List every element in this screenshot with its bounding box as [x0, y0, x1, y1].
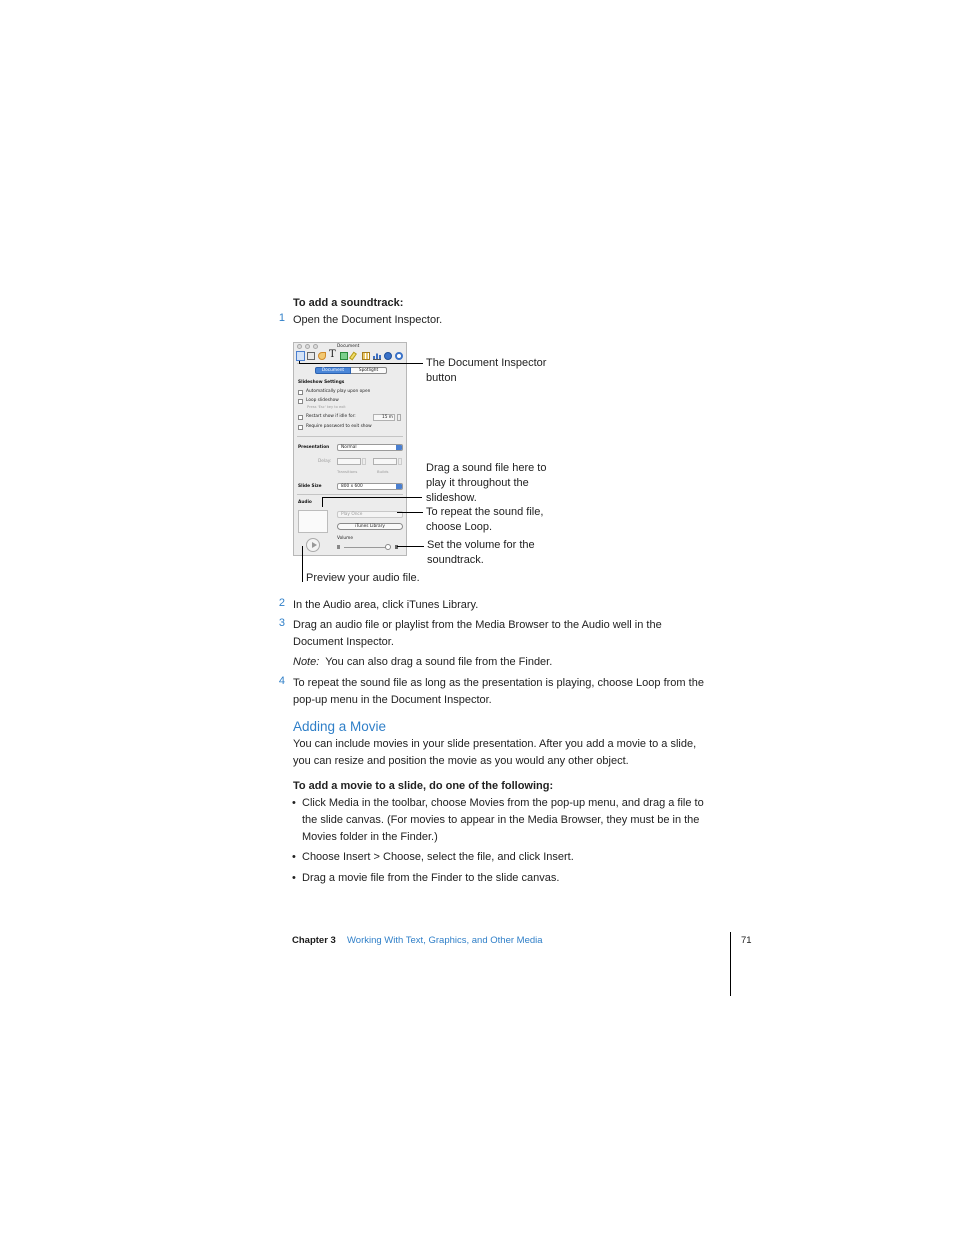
section-heading: Adding a Movie	[293, 719, 387, 734]
bullet-3-text: Drag a movie file from the Finder to the slide canvas.	[302, 872, 560, 884]
volume-low-icon	[337, 545, 340, 549]
callout-line: The Document Inspector	[426, 357, 547, 369]
audio-label: Audio	[298, 500, 312, 505]
procedure-title-soundtrack: To add a soundtrack:	[293, 297, 404, 309]
loop-slideshow-checkbox[interactable]	[298, 399, 303, 404]
text-line: pop-up menu in the Document Inspector.	[293, 694, 492, 706]
presentation-popup[interactable]	[337, 444, 403, 451]
step-4-text	[293, 675, 704, 709]
restart-idle-checkbox[interactable]	[298, 415, 303, 420]
quicktime-inspector-icon[interactable]	[395, 352, 403, 360]
callout-inspector-button	[426, 356, 546, 386]
callout-line: Drag a sound file here to	[426, 462, 547, 474]
bullet-marker: •	[292, 851, 296, 863]
text-line: the slide canvas. (For movies to appear in the Media Browser, they must be in the	[302, 814, 700, 826]
callout-drag-sound	[426, 461, 546, 506]
text-line: Movies folder in the Finder.)	[302, 831, 438, 843]
step-number-3: 3	[278, 617, 285, 629]
loop-slideshow-label: Loop slideshow	[306, 398, 339, 403]
presentation-value: Normal	[341, 445, 357, 450]
delay-label: Delay:	[318, 459, 332, 464]
restart-idle-label: Restart show if idle for:	[306, 414, 356, 419]
bullet-marker: •	[292, 797, 296, 809]
volume-slider[interactable]	[344, 547, 388, 548]
slide-inspector-icon[interactable]	[307, 352, 315, 360]
chart-inspector-icon[interactable]	[373, 352, 381, 360]
inspector-window-title: Document	[337, 344, 360, 349]
step-number-2: 2	[278, 597, 285, 609]
section-intro	[293, 736, 696, 770]
footer-chapter: Chapter 3	[292, 935, 336, 946]
callout-line: slideshow.	[426, 492, 477, 504]
play-icon	[312, 542, 317, 548]
step-3-text	[293, 617, 662, 651]
close-window-icon[interactable]	[297, 344, 302, 349]
auto-play-label: Automatically play upon open	[306, 389, 371, 394]
builds-caption: Builds	[377, 469, 389, 474]
callout-line: button	[426, 372, 457, 384]
require-password-label: Require password to exit show	[306, 424, 372, 429]
text-line: Click Media in the toolbar, choose Movies from the pop-up menu, and drag a file to	[302, 797, 704, 809]
builds-delay-field[interactable]	[373, 458, 397, 465]
play-once-popup[interactable]	[337, 511, 403, 518]
slideshow-settings-heading: Slideshow Settings	[298, 380, 345, 385]
footer-divider	[730, 932, 731, 996]
document-inspector-screenshot	[293, 342, 407, 556]
callout-repeat	[426, 505, 543, 535]
page-number: 71	[741, 935, 752, 946]
tab-spotlight[interactable]: Spotlight	[351, 367, 387, 374]
audio-well[interactable]	[298, 510, 328, 533]
callout-preview: Preview your audio file.	[306, 572, 420, 584]
hyperlink-inspector-icon[interactable]	[384, 352, 392, 360]
tab-document[interactable]: Document	[315, 367, 351, 374]
presentation-label: Presentation	[298, 445, 330, 450]
transitions-caption: Transitions	[337, 469, 358, 474]
text-line: You can include movies in your slide presentation. After you add a movie to a slide,	[293, 738, 697, 750]
volume-label: Volume	[337, 536, 353, 541]
callout-line: Set the volume for the	[427, 539, 535, 551]
slide-size-popup[interactable]	[337, 483, 403, 490]
graphic-inspector-icon[interactable]	[340, 352, 348, 360]
table-inspector-icon[interactable]	[362, 352, 370, 360]
auto-play-checkbox[interactable]	[298, 390, 303, 395]
build-inspector-icon[interactable]	[318, 352, 326, 360]
idle-minutes-field[interactable]: 15 m	[373, 414, 395, 421]
callout-line: To repeat the sound file,	[426, 506, 544, 518]
slide-size-value: 800 x 600	[341, 484, 363, 489]
footer-chapter-title[interactable]: Working With Text, Graphics, and Other Media	[347, 935, 543, 946]
transitions-stepper[interactable]	[362, 458, 366, 465]
audio-preview-button[interactable]	[306, 538, 320, 552]
text-line: Document Inspector.	[293, 636, 394, 648]
idle-stepper[interactable]	[397, 414, 401, 421]
document-inspector-icon[interactable]	[296, 351, 305, 361]
step-number-1: 1	[278, 312, 285, 324]
text-line: To repeat the sound file as long as the presentation is playing, choose Loop from the	[293, 677, 704, 689]
minimize-window-icon[interactable]	[305, 344, 310, 349]
note	[293, 654, 552, 671]
chevron-down-icon	[396, 484, 402, 489]
callout-line: choose Loop.	[426, 521, 493, 533]
slide-size-label: Slide Size	[298, 484, 322, 489]
metrics-inspector-icon[interactable]	[349, 352, 357, 361]
bullet-2-text: Choose Insert > Choose, select the file, and click Insert.	[302, 851, 574, 863]
procedure-title-movie: To add a movie to a slide, do one of the following:	[293, 780, 554, 792]
builds-stepper[interactable]	[398, 458, 402, 465]
zoom-window-icon[interactable]	[313, 344, 318, 349]
transitions-delay-field[interactable]	[337, 458, 361, 465]
esc-hint: Press 'Esc' key to exit	[307, 405, 346, 409]
step-number-4: 4	[278, 675, 285, 687]
step-1-text: Open the Document Inspector.	[293, 314, 443, 326]
callout-volume	[427, 538, 535, 568]
note-label: Note:	[293, 656, 320, 668]
text-line: Drag an audio file or playlist from the Media Browser to the Audio well in the	[293, 619, 662, 631]
itunes-library-button[interactable]: iTunes Library	[337, 523, 403, 530]
bullet-1-text	[302, 795, 704, 846]
callout-line: play it throughout the	[426, 477, 529, 489]
play-once-value: Play Once	[341, 512, 363, 517]
bullet-marker: •	[292, 872, 296, 884]
step-2-text: In the Audio area, click iTunes Library.	[293, 599, 479, 611]
volume-slider-thumb[interactable]	[385, 544, 391, 550]
note-text: You can also drag a sound file from the Finder.	[325, 656, 553, 668]
text-line: you can resize and position the movie as you would any other object.	[293, 755, 629, 767]
require-password-checkbox[interactable]	[298, 425, 303, 430]
chevron-down-icon	[396, 445, 402, 450]
text-inspector-icon[interactable]: T	[329, 349, 336, 360]
callout-line: soundtrack.	[427, 554, 484, 566]
